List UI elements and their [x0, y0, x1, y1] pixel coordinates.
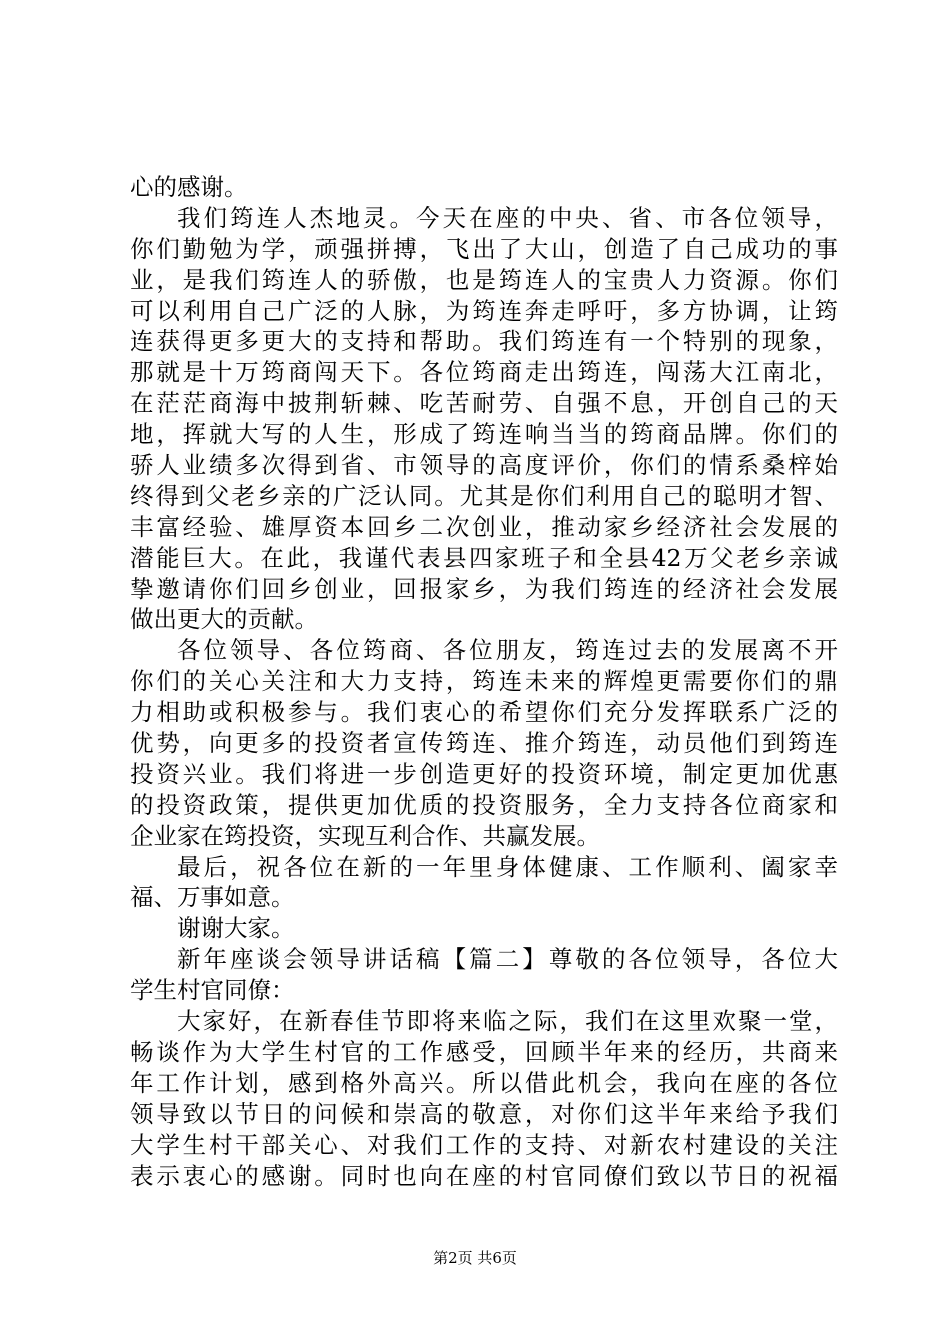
text-line: 连获得更多更大的支持和帮助。我们筠连有一个特别的现象， [130, 327, 838, 356]
text-line: 终得到父老乡亲的广泛认同。尤其是你们利用自己的聪明才智、 [130, 481, 838, 510]
text-line: 畅谈作为大学生村官的工作感受，回顾半年来的经历，共商来 [130, 1037, 838, 1066]
page-number: 第2页 共6页 [433, 1249, 517, 1267]
text-line: 骄人业绩多次得到省、市领导的高度评价，你们的情系桑梓始 [130, 451, 838, 480]
text-line: 新年座谈会领导讲话稿【篇二】尊敬的各位领导，各位大 [177, 945, 838, 974]
text-line: 谢谢大家。 [177, 914, 295, 943]
document-body [130, 172, 838, 1191]
text-line: 最后，祝各位在新的一年里身体健康、工作顺利、阖家幸 [177, 852, 838, 881]
text-line: 学生村官同僚： [130, 976, 295, 1005]
text-line: 投资兴业。我们将进一步创造更好的投资环境，制定更加优惠 [130, 759, 838, 788]
text-line: 我们筠连人杰地灵。今天在座的中央、省、市各位领导， [177, 203, 838, 232]
text-line: 心的感谢。 [130, 173, 248, 201]
text-line: 业，是我们筠连人的骄傲，也是筠连人的宝贵人力资源。你们 [130, 265, 838, 294]
text-line: 各位领导、各位筠商、各位朋友，筠连过去的发展离不开 [177, 636, 838, 665]
text-line: 优势，向更多的投资者宣传筠连、推介筠连，动员他们到筠连 [130, 729, 838, 758]
text-line: 做出更大的贡献。 [130, 605, 318, 634]
text-line: 表示衷心的感谢。同时也向在座的村官同僚们致以节日的祝福 [130, 1161, 838, 1190]
text-line: 潜能巨大。在此，我谨代表县四家班子和全县42万父老乡亲诚 [130, 543, 838, 572]
text-line: 领导致以节日的问候和崇高的敬意，对你们这半年来给予我们 [130, 1099, 838, 1128]
text-line: 力相助或积极参与。我们衷心的希望你们充分发挥联系广泛的 [130, 698, 838, 727]
text-line: 企业家在筠投资，实现互利合作、共赢发展。 [130, 821, 600, 850]
text-line: 大学生村干部关心、对我们工作的支持、对新农村建设的关注 [130, 1130, 838, 1159]
text-line: 福、万事如意。 [130, 883, 295, 912]
text-line: 在茫茫商海中披荆斩棘、吃苦耐劳、自强不息，开创自己的天 [130, 389, 838, 418]
text-line: 挚邀请你们回乡创业，回报家乡，为我们筠连的经济社会发展 [130, 574, 838, 603]
text-line: 大家好，在新春佳节即将来临之际，我们在这里欢聚一堂， [177, 1007, 838, 1036]
text-line: 可以利用自己广泛的人脉，为筠连奔走呼吁，多方协调，让筠 [130, 296, 838, 325]
text-line: 年工作计划，感到格外高兴。所以借此机会，我向在座的各位 [130, 1068, 838, 1097]
text-line: 地，挥就大写的人生，形成了筠连响当当的筠商品牌。你们的 [130, 420, 838, 449]
text-line: 那就是十万筠商闯天下。各位筠商走出筠连，闯荡大江南北， [130, 358, 838, 387]
text-line: 的投资政策，提供更加优质的投资服务，全力支持各位商家和 [130, 790, 838, 819]
text-line: 你们的关心关注和大力支持，筠连未来的辉煌更需要你们的鼎 [130, 667, 838, 696]
text-line: 丰富经验、雄厚资本回乡二次创业，推动家乡经济社会发展的 [130, 512, 838, 541]
text-line: 你们勤勉为学，顽强拼搏，飞出了大山，创造了自己成功的事 [130, 234, 838, 263]
